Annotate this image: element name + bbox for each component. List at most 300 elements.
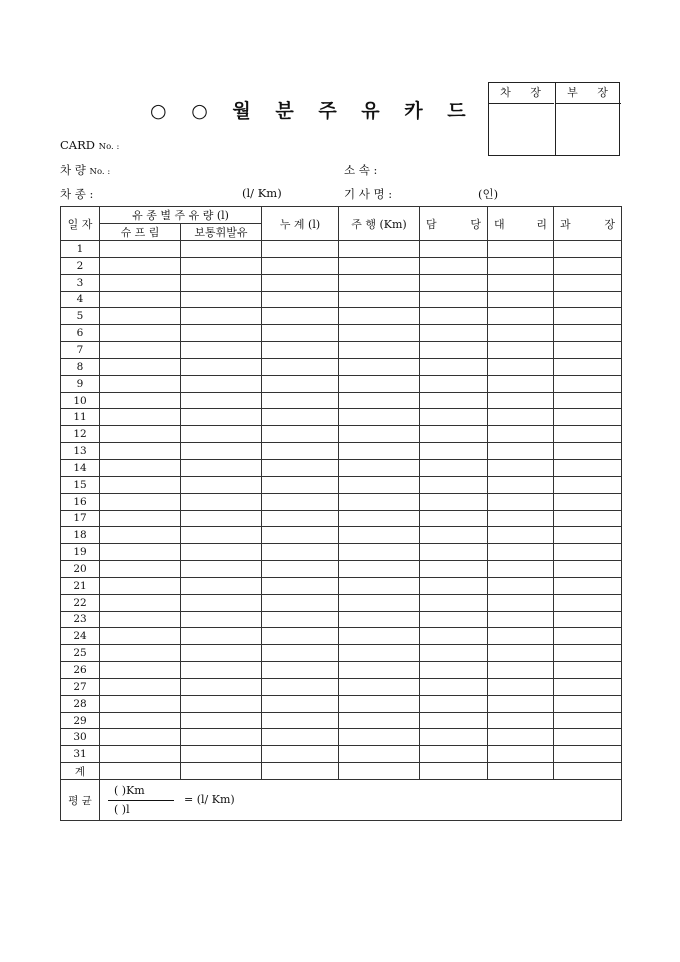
fuel-type-group-header: 유 종 별 주 유 량 (l)	[100, 207, 262, 224]
manager-cell[interactable]	[554, 561, 622, 578]
mileage-cell[interactable]	[339, 662, 420, 679]
card-title: ○ ○ 월 분 주 유 카 드	[150, 100, 475, 122]
regular-cell[interactable]	[181, 241, 262, 258]
table-row	[61, 476, 622, 493]
manager-cell[interactable]	[554, 257, 622, 274]
super-cell[interactable]	[100, 291, 181, 308]
table-row	[61, 746, 622, 763]
mileage-cell[interactable]	[339, 594, 420, 611]
charge-cell[interactable]	[420, 577, 488, 594]
deputy-cell[interactable]	[488, 358, 554, 375]
cumulative-cell[interactable]	[262, 308, 339, 325]
mileage-header: 주 행 (Km)	[339, 207, 420, 241]
day-number: 26	[61, 662, 100, 679]
mileage-cell[interactable]	[339, 241, 420, 258]
super-cell[interactable]	[100, 746, 181, 763]
cumulative-cell[interactable]	[262, 358, 339, 375]
super-cell[interactable]	[100, 628, 181, 645]
table-row	[61, 712, 622, 729]
driver-name-label: 기 사 명 :	[344, 187, 393, 201]
regular-gasoline-header: 보통휘발유	[181, 224, 262, 241]
fuel-log-table	[60, 206, 622, 821]
super-cell[interactable]	[100, 257, 181, 274]
table-row	[61, 695, 622, 712]
day-number: 25	[61, 645, 100, 662]
manager-cell[interactable]	[554, 459, 622, 476]
regular-cell[interactable]	[181, 527, 262, 544]
manager-cell[interactable]	[554, 678, 622, 695]
cumulative-cell[interactable]	[262, 510, 339, 527]
charge-cell[interactable]	[420, 493, 488, 510]
daily-rows	[61, 241, 622, 763]
table-row	[61, 544, 622, 561]
regular-cell[interactable]	[181, 443, 262, 460]
cumulative-cell[interactable]	[262, 325, 339, 342]
charge-cell[interactable]	[420, 358, 488, 375]
day-number: 24	[61, 628, 100, 645]
cumulative-header: 누 계 (l)	[262, 207, 339, 241]
cumulative-cell[interactable]	[262, 544, 339, 561]
day-number: 23	[61, 611, 100, 628]
manager-cell[interactable]	[554, 712, 622, 729]
deputy-cell[interactable]	[488, 746, 554, 763]
day-number: 22	[61, 594, 100, 611]
deputy-cell[interactable]	[488, 325, 554, 342]
deputy-header: 대 리	[488, 207, 554, 241]
deputy-cell[interactable]	[488, 409, 554, 426]
table-row	[61, 274, 622, 291]
super-cell[interactable]	[100, 443, 181, 460]
day-number: 2	[61, 257, 100, 274]
table-row	[61, 459, 622, 476]
average-label: 평 균	[61, 780, 100, 821]
vehicle-type-label: 차 종 :	[60, 187, 94, 201]
manager-cell[interactable]	[554, 325, 622, 342]
deputy-cell[interactable]	[488, 241, 554, 258]
charge-cell[interactable]	[420, 443, 488, 460]
regular-cell[interactable]	[181, 594, 262, 611]
regular-cell[interactable]	[181, 257, 262, 274]
day-number: 6	[61, 325, 100, 342]
manager-cell[interactable]	[554, 645, 622, 662]
regular-cell[interactable]	[181, 342, 262, 359]
super-cell[interactable]	[100, 662, 181, 679]
regular-cell[interactable]	[181, 611, 262, 628]
charge-cell[interactable]	[420, 257, 488, 274]
super-cell[interactable]	[100, 594, 181, 611]
regular-cell[interactable]	[181, 561, 262, 578]
table-row	[61, 443, 622, 460]
regular-cell[interactable]	[181, 426, 262, 443]
total-charge[interactable]	[420, 763, 488, 780]
cumulative-cell[interactable]	[262, 241, 339, 258]
super-cell[interactable]	[100, 325, 181, 342]
regular-cell[interactable]	[181, 375, 262, 392]
table-row	[61, 358, 622, 375]
deputy-cell[interactable]	[488, 645, 554, 662]
deputy-cell[interactable]	[488, 729, 554, 746]
deputy-cell[interactable]	[488, 257, 554, 274]
deputy-cell[interactable]	[488, 342, 554, 359]
super-cell[interactable]	[100, 712, 181, 729]
mileage-cell[interactable]	[339, 459, 420, 476]
table-row	[61, 308, 622, 325]
manager-cell[interactable]	[554, 695, 622, 712]
charge-cell[interactable]	[420, 409, 488, 426]
deputy-cell[interactable]	[488, 426, 554, 443]
manager-cell[interactable]	[554, 342, 622, 359]
super-cell[interactable]	[100, 493, 181, 510]
regular-cell[interactable]	[181, 712, 262, 729]
approval-label-chajang: 차 장	[489, 83, 554, 104]
cumulative-cell[interactable]	[262, 561, 339, 578]
mileage-cell[interactable]	[339, 308, 420, 325]
day-number: 1	[61, 241, 100, 258]
super-cell[interactable]	[100, 308, 181, 325]
table-row	[61, 325, 622, 342]
charge-cell[interactable]	[420, 695, 488, 712]
deputy-cell[interactable]	[488, 628, 554, 645]
regular-cell[interactable]	[181, 678, 262, 695]
regular-cell[interactable]	[181, 729, 262, 746]
day-number: 3	[61, 274, 100, 291]
day-number: 10	[61, 392, 100, 409]
mileage-cell[interactable]	[339, 358, 420, 375]
total-label: 계	[61, 763, 100, 780]
charge-cell[interactable]	[420, 712, 488, 729]
charge-cell[interactable]	[420, 274, 488, 291]
super-cell[interactable]	[100, 241, 181, 258]
charge-cell[interactable]	[420, 594, 488, 611]
table-row	[61, 577, 622, 594]
charge-cell[interactable]	[420, 678, 488, 695]
total-cumulative[interactable]	[262, 763, 339, 780]
charge-cell[interactable]	[420, 308, 488, 325]
mileage-cell[interactable]	[339, 712, 420, 729]
deputy-cell[interactable]	[488, 611, 554, 628]
mileage-cell[interactable]	[339, 746, 420, 763]
deputy-cell[interactable]	[488, 544, 554, 561]
department-label: 소 속 :	[344, 163, 378, 177]
super-cell[interactable]	[100, 695, 181, 712]
deputy-cell[interactable]	[488, 695, 554, 712]
mileage-cell[interactable]	[339, 443, 420, 460]
mileage-cell[interactable]	[339, 628, 420, 645]
cumulative-cell[interactable]	[262, 628, 339, 645]
charge-cell[interactable]	[420, 342, 488, 359]
super-cell[interactable]	[100, 645, 181, 662]
mileage-cell[interactable]	[339, 493, 420, 510]
charge-cell[interactable]	[420, 459, 488, 476]
cumulative-cell[interactable]	[262, 527, 339, 544]
super-cell[interactable]	[100, 426, 181, 443]
mileage-cell[interactable]	[339, 561, 420, 578]
total-super[interactable]	[100, 763, 181, 780]
cumulative-cell[interactable]	[262, 678, 339, 695]
deputy-cell[interactable]	[488, 678, 554, 695]
cumulative-cell[interactable]	[262, 611, 339, 628]
mileage-cell[interactable]	[339, 426, 420, 443]
table-row	[61, 527, 622, 544]
charge-cell[interactable]	[420, 426, 488, 443]
mileage-cell[interactable]	[339, 375, 420, 392]
regular-cell[interactable]	[181, 409, 262, 426]
deputy-cell[interactable]	[488, 291, 554, 308]
regular-cell[interactable]	[181, 695, 262, 712]
super-cell[interactable]	[100, 375, 181, 392]
regular-cell[interactable]	[181, 746, 262, 763]
charge-cell[interactable]	[420, 510, 488, 527]
mileage-cell[interactable]	[339, 577, 420, 594]
super-cell[interactable]	[100, 342, 181, 359]
mileage-cell[interactable]	[339, 325, 420, 342]
deputy-cell[interactable]	[488, 459, 554, 476]
super-cell[interactable]	[100, 577, 181, 594]
table-row	[61, 510, 622, 527]
table-row	[61, 342, 622, 359]
manager-cell[interactable]	[554, 375, 622, 392]
manager-cell[interactable]	[554, 544, 622, 561]
charge-cell[interactable]	[420, 291, 488, 308]
manager-cell[interactable]	[554, 426, 622, 443]
table-row	[61, 426, 622, 443]
super-premium-header: 슈 프 림	[100, 224, 181, 241]
regular-cell[interactable]	[181, 493, 262, 510]
day-number: 8	[61, 358, 100, 375]
manager-cell[interactable]	[554, 291, 622, 308]
deputy-cell[interactable]	[488, 712, 554, 729]
deputy-cell[interactable]	[488, 594, 554, 611]
table-row	[61, 291, 622, 308]
charge-cell[interactable]	[420, 645, 488, 662]
cumulative-cell[interactable]	[262, 459, 339, 476]
cumulative-cell[interactable]	[262, 476, 339, 493]
super-cell[interactable]	[100, 510, 181, 527]
manager-cell[interactable]	[554, 358, 622, 375]
super-cell[interactable]	[100, 459, 181, 476]
super-cell[interactable]	[100, 678, 181, 695]
vehicle-label: 차 량	[60, 163, 86, 177]
table-row	[61, 409, 622, 426]
driver-seal-mark: (인)	[478, 187, 499, 201]
super-cell[interactable]	[100, 358, 181, 375]
deputy-cell[interactable]	[488, 561, 554, 578]
manager-cell[interactable]	[554, 628, 622, 645]
mileage-cell[interactable]	[339, 409, 420, 426]
day-number: 16	[61, 493, 100, 510]
day-number: 27	[61, 678, 100, 695]
cumulative-cell[interactable]	[262, 443, 339, 460]
regular-cell[interactable]	[181, 577, 262, 594]
deputy-cell[interactable]	[488, 443, 554, 460]
manager-cell[interactable]	[554, 274, 622, 291]
charge-cell[interactable]	[420, 611, 488, 628]
table-row	[61, 628, 622, 645]
day-number: 31	[61, 746, 100, 763]
regular-cell[interactable]	[181, 628, 262, 645]
day-number: 4	[61, 291, 100, 308]
cumulative-cell[interactable]	[262, 695, 339, 712]
mileage-cell[interactable]	[339, 510, 420, 527]
charge-cell[interactable]	[420, 392, 488, 409]
charge-cell[interactable]	[420, 746, 488, 763]
in-charge-header: 담 당	[420, 207, 488, 241]
day-header: 일 자	[61, 207, 100, 241]
cumulative-cell[interactable]	[262, 375, 339, 392]
charge-cell[interactable]	[420, 476, 488, 493]
mileage-cell[interactable]	[339, 527, 420, 544]
manager-cell[interactable]	[554, 662, 622, 679]
super-cell[interactable]	[100, 561, 181, 578]
day-number: 12	[61, 426, 100, 443]
table-row	[61, 611, 622, 628]
mileage-cell[interactable]	[339, 678, 420, 695]
charge-cell[interactable]	[420, 241, 488, 258]
manager-cell[interactable]	[554, 241, 622, 258]
mileage-cell[interactable]	[339, 695, 420, 712]
deputy-cell[interactable]	[488, 510, 554, 527]
manager-cell[interactable]	[554, 409, 622, 426]
regular-cell[interactable]	[181, 510, 262, 527]
charge-cell[interactable]	[420, 325, 488, 342]
day-number: 11	[61, 409, 100, 426]
table-row	[61, 678, 622, 695]
table-row	[61, 392, 622, 409]
super-cell[interactable]	[100, 611, 181, 628]
cumulative-cell[interactable]	[262, 274, 339, 291]
deputy-cell[interactable]	[488, 662, 554, 679]
super-cell[interactable]	[100, 544, 181, 561]
day-number: 19	[61, 544, 100, 561]
charge-cell[interactable]	[420, 628, 488, 645]
day-number: 15	[61, 476, 100, 493]
deputy-cell[interactable]	[488, 493, 554, 510]
total-manager[interactable]	[554, 763, 622, 780]
regular-cell[interactable]	[181, 476, 262, 493]
charge-cell[interactable]	[420, 544, 488, 561]
deputy-cell[interactable]	[488, 527, 554, 544]
mileage-cell[interactable]	[339, 544, 420, 561]
table-row	[61, 594, 622, 611]
charge-cell[interactable]	[420, 662, 488, 679]
manager-cell[interactable]	[554, 729, 622, 746]
mileage-cell[interactable]	[339, 291, 420, 308]
super-cell[interactable]	[100, 527, 181, 544]
super-cell[interactable]	[100, 476, 181, 493]
regular-cell[interactable]	[181, 662, 262, 679]
deputy-cell[interactable]	[488, 577, 554, 594]
regular-cell[interactable]	[181, 325, 262, 342]
charge-cell[interactable]	[420, 561, 488, 578]
mileage-cell[interactable]	[339, 274, 420, 291]
mileage-cell[interactable]	[339, 257, 420, 274]
mileage-cell[interactable]	[339, 611, 420, 628]
day-number: 18	[61, 527, 100, 544]
cumulative-cell[interactable]	[262, 493, 339, 510]
total-deputy[interactable]	[488, 763, 554, 780]
cumulative-cell[interactable]	[262, 426, 339, 443]
mileage-cell[interactable]	[339, 476, 420, 493]
deputy-cell[interactable]	[488, 308, 554, 325]
table-row	[61, 645, 622, 662]
deputy-cell[interactable]	[488, 274, 554, 291]
manager-cell[interactable]	[554, 476, 622, 493]
day-number: 5	[61, 308, 100, 325]
manager-cell[interactable]	[554, 527, 622, 544]
manager-cell[interactable]	[554, 594, 622, 611]
day-number: 14	[61, 459, 100, 476]
regular-cell[interactable]	[181, 291, 262, 308]
regular-cell[interactable]	[181, 392, 262, 409]
total-mileage[interactable]	[339, 763, 420, 780]
deputy-cell[interactable]	[488, 476, 554, 493]
manager-cell[interactable]	[554, 577, 622, 594]
cumulative-cell[interactable]	[262, 662, 339, 679]
cumulative-cell[interactable]	[262, 257, 339, 274]
manager-cell[interactable]	[554, 308, 622, 325]
manager-cell[interactable]	[554, 443, 622, 460]
vehicle-no-label: No. :	[89, 167, 111, 177]
day-number: 30	[61, 729, 100, 746]
cumulative-cell[interactable]	[262, 645, 339, 662]
super-cell[interactable]	[100, 392, 181, 409]
manager-cell[interactable]	[554, 510, 622, 527]
manager-cell[interactable]	[554, 746, 622, 763]
regular-cell[interactable]	[181, 274, 262, 291]
approval-label-bujang: 부 장	[556, 83, 621, 104]
mileage-cell[interactable]	[339, 729, 420, 746]
super-cell[interactable]	[100, 274, 181, 291]
table-row	[61, 257, 622, 274]
mileage-cell[interactable]	[339, 645, 420, 662]
super-cell[interactable]	[100, 729, 181, 746]
manager-cell[interactable]	[554, 493, 622, 510]
vehicle-number-line	[60, 162, 110, 178]
regular-cell[interactable]	[181, 308, 262, 325]
charge-cell[interactable]	[420, 375, 488, 392]
total-regular[interactable]	[181, 763, 262, 780]
cumulative-cell[interactable]	[262, 746, 339, 763]
table-row	[61, 375, 622, 392]
cumulative-cell[interactable]	[262, 409, 339, 426]
mileage-cell[interactable]	[339, 392, 420, 409]
average-denominator: ( )l	[114, 803, 130, 817]
deputy-cell[interactable]	[488, 392, 554, 409]
card-no-label: No. :	[98, 142, 120, 152]
mileage-cell[interactable]	[339, 342, 420, 359]
super-cell[interactable]	[100, 409, 181, 426]
manager-cell[interactable]	[554, 392, 622, 409]
charge-cell[interactable]	[420, 729, 488, 746]
regular-cell[interactable]	[181, 459, 262, 476]
cumulative-cell[interactable]	[262, 712, 339, 729]
cumulative-cell[interactable]	[262, 291, 339, 308]
manager-cell[interactable]	[554, 611, 622, 628]
cumulative-cell[interactable]	[262, 729, 339, 746]
average-result: = (l/ Km)	[184, 793, 235, 807]
cumulative-cell[interactable]	[262, 342, 339, 359]
regular-cell[interactable]	[181, 358, 262, 375]
charge-cell[interactable]	[420, 527, 488, 544]
regular-cell[interactable]	[181, 544, 262, 561]
regular-cell[interactable]	[181, 645, 262, 662]
cumulative-cell[interactable]	[262, 392, 339, 409]
average-formula	[100, 780, 622, 821]
cumulative-cell[interactable]	[262, 594, 339, 611]
deputy-cell[interactable]	[488, 375, 554, 392]
cumulative-cell[interactable]	[262, 577, 339, 594]
fraction-bar	[108, 800, 174, 801]
